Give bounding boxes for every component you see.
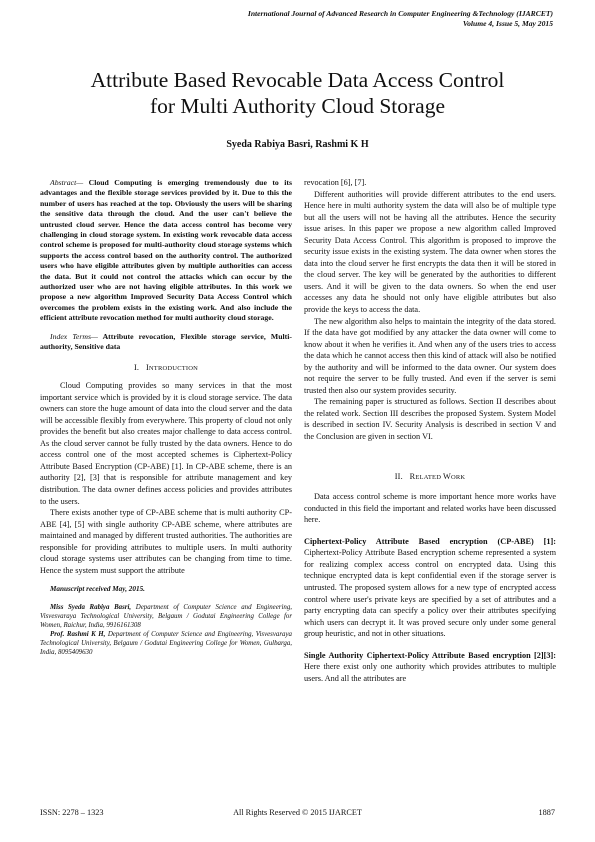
right-column — [304, 177, 556, 684]
right-paragraph-2: The new algorithm also helps to maintain the integrity of the data stored. If the data have got modified by any attacker the data owner will come to know about it when he verifies it. And when any of the users tries to access the data which he cannot access then this kind of attack will also be notified by the authority and will be informed to the data owner. Our system does not require the server to be fully trusted. And even if the server is semi trusted then also our system provides security. — [304, 316, 556, 395]
section-initial-w: W — [442, 471, 451, 481]
copyright: All Rights Reserved © 2015 IJARCET — [233, 808, 362, 817]
issn: ISSN: 2278 – 1323 — [40, 808, 104, 817]
cp-abe-subheading: Ciphertext-Policy Attribute Based encryption (CP-ABE) [1]: — [304, 536, 556, 546]
right-paragraph-0: revocation [6], [7]. — [304, 178, 367, 187]
right-paragraph-3: The remaining paper is structured as follows. Section II describes about the related work. Section III describes the proposed System. System Model is described in section IV. Security Analysis is described in section V and the Conclusion are given in section VI. — [304, 397, 556, 442]
paper-title — [40, 67, 555, 119]
section-rest-r: ELATED — [415, 473, 443, 481]
journal-volume: Volume 4, Issue 5, May 2015 — [462, 18, 553, 28]
author-1-bio — [40, 603, 292, 630]
title-line-1: Attribute Based Revocable Data Access Control — [90, 68, 505, 92]
journal-header — [248, 9, 553, 28]
section-initial: I — [145, 362, 149, 372]
section-heading-introduction — [40, 362, 292, 375]
author-2-name: Prof. Rashmi K H, — [50, 630, 106, 638]
author-1-affiliation: Department of Computer Science and Engineering, Visvesvaraya Technological University, Belgaum / Godutai Engineering College for Women, Raichur, India, 9916161308 — [40, 603, 292, 629]
right-paragraph-1: Different authorities will provide different attributes to the end users. Hence here in multi authority system the data will also be of multiple type but all the users will not be having all the attributes. Hence the security issue arises. In this paper we propose a new algorithm called Improved Security Data Access Control. This algorithm is proposed to improve the security issue exists in the existing system. The data owner when stores the data into the cloud server he first encrypts the data then it will be stored in the cloud server. The key will be generated by the authorities to different users. And it will be given to the data owners. So when the end user accesses any data he should not only have eligible attributes but also provide the keys to access the data. — [304, 189, 556, 315]
cp-abe-paragraph — [304, 536, 556, 640]
section-rest: NTRODUCTION — [148, 364, 199, 372]
author-1-name: Miss Syeda Rabiya Basri, — [50, 603, 132, 611]
single-authority-paragraph — [304, 650, 556, 685]
single-authority-text: Here there exist only one authority which provides attributes to multiple users. And all the attributes are — [304, 662, 556, 683]
page-number: 1887 — [538, 808, 555, 817]
cp-abe-text: Ciphertext-Policy Attribute Based encryption scheme represented a system for realizing complex access control on encrypted data. Using this technique encrypted data is kept confidential even if the storage server is untrusted. The proposed system allows for a new type of encrypted access control where user's private keys are specified by a set of attributes and a party encrypting data can specify a policy over their attributes specifying which users can decrypt it. It was proved secure only under some general group heuristic, and not in other situations. — [304, 548, 556, 639]
index-terms-label: Index Terms— — [50, 331, 98, 341]
related-work-intro: Data access control scheme is more important hence more works have conducted in this field the important and related works have been discussed here. — [304, 492, 556, 525]
journal-name: International Journal of Advanced Research in Computer Engineering &Technology (IJARCET) — [247, 9, 553, 18]
abstract-label: Abstract— — [50, 178, 84, 187]
section-numeral: I. — [133, 362, 140, 372]
section-numeral: II. — [394, 471, 403, 481]
author-2-affiliation: Department of Computer Science and Engineering, Visvesvaraya Technological University, Belgaum / Godutai Engineering College for Women, Gulbarga, India, 8095409630 — [40, 630, 292, 656]
index-terms — [40, 332, 292, 353]
abstract-text: Cloud Computing is emerging tremendously due to its advantages and the flexible storage services provided by it. Due to this the number of users has reached at the top. Obviously the users will be sharing the sensitive data through the cloud. And the user can't believe the untrusted cloud server. Hence the data access control has become very challenging in cloud storage system. In existing work revocable data access control scheme is proposed for multi-authority cloud storage systems which supports the access control based on the authority control. The authorized users who have eligible attributes given by multiple authorities can access the data. But it could not control the attacks which can occur by the authorized user who are not having eligible attributes. In this work we propose a new algorithm Improved Security Data Access Control which overcomes the problem exists in the existing work. And also include the efficient attribute revocation method for multi authority cloud storage. — [40, 178, 292, 323]
author-list: Syeda Rabiya Basri, Rashmi K H — [226, 139, 369, 150]
index-terms-text: Attribute revocation, Flexible storage service, Multi-authority, Sensitive data — [40, 331, 292, 352]
title-line-2: for Multi Authority Cloud Storage — [149, 94, 446, 118]
single-authority-subheading: Single Authority Ciphertext-Policy Attribute Based encryption [2][3]: — [304, 650, 556, 660]
section-initial-r: R — [409, 471, 416, 481]
section-rest-w: ORK — [450, 473, 466, 481]
left-column — [40, 178, 292, 657]
author-2-bio — [40, 630, 292, 657]
intro-paragraph-1: Cloud Computing provides so many services in that the most important service which is provided by it is cloud storage service. The data owners can store the huge amount of data into the cloud server and the data will be accessible flexibly from everywhere. This property of cloud not only provides the benefit but also creates major challenge to data access control. As the cloud server cannot be fully trusted by the data owners. Hence to do access control one of the most accepted schemes is Ciphertext-Policy Attribute Based Encryption (CP-ABE) [1]. In CP-ABE scheme, there is an authority [2], [3] that is responsible for attribute management and key distribution. The data owner defines access policies and provides attributes to the users. — [40, 381, 292, 506]
abstract — [40, 178, 292, 324]
intro-paragraph-2: There exists another type of CP-ABE scheme that is multi authority CP-ABE [4], [5] with single authority CP-ABE scheme, where attributes are maintained and managed by different trusted authorities. The authorities are responsible for providing attributes to multiple users. In multi authority cloud storage systems user attributes can be changing from time to time. Hence the system must support the attribute — [40, 508, 292, 575]
manuscript-received: Manuscript received May, 2015. — [50, 585, 145, 594]
section-heading-related-work — [304, 471, 556, 484]
